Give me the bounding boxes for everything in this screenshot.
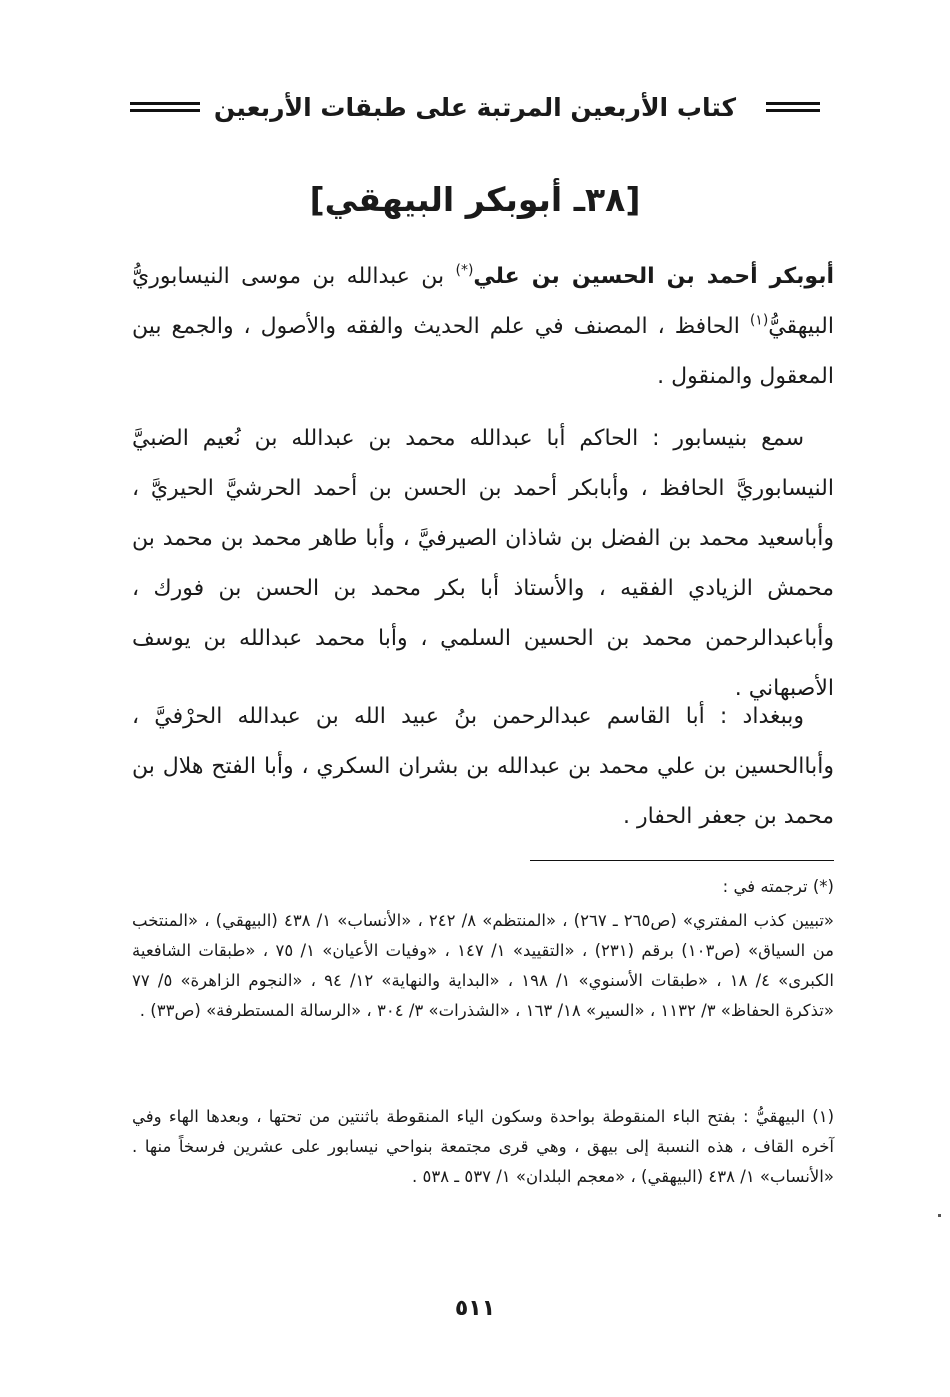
footnote-separator <box>530 860 834 861</box>
subject-name: أبوبكر أحمد بن الحسين بن علي <box>473 264 834 289</box>
star-footnote-ref[interactable]: (*) <box>455 262 474 279</box>
page-number: ٥١١ <box>454 1296 496 1321</box>
running-header <box>130 88 820 128</box>
book-title <box>130 92 820 124</box>
footnote-star-sources: «تبيين كذب المفتري» (ص٢٦٥ ـ ٢٦٧) ، «المنتظم» ٨/ ٢٤٢ ، «الأنساب» ١/ ٤٣٨ (البيهقي) ، «المنتخب من السياق» (ص١٠٣) برقم (٢٣١) ، «التقييد» ١/ ١٤٧ ، «وفيات الأعيان» ١/ ٧٥ ، «طبقات الشافعية الكبرى» ٤/ ١٨ ، «طبقات الأسنوي» ١/ ١٩٨ ، «البداية والنهاية» ١٢/ ٩٤ ، «النجوم الزاهرة» ٥/ ٧٧ «تذكرة الحفاظ» ٣/ ١١٣٢ ، «السير» ١٨/ ١٦٣ ، «الشذرات» ٣/ ٣٠٤ ، «الرسالة المستطرفة» (ص٣٣) . <box>132 911 835 1020</box>
section-title: [٣٨ـ أبوبكر البيهقي] <box>309 180 641 219</box>
scan-dot <box>938 1214 941 1217</box>
footnote-ref-1[interactable]: (١) <box>749 312 769 329</box>
intro-text-b: الحافظ ، المصنف في علم الحديث والفقه والأصول ، والجمع بين المعقول والمنقول . <box>132 314 834 389</box>
paragraph-intro <box>132 252 834 402</box>
footnote-star-heading: (*) ترجمته في : <box>722 877 834 896</box>
paragraph-nishapur: سمع بنيسابور : الحاكم أبا عبدالله محمد بن عبدالله بن نُعيم الضبيَّ النيسابوريَّ الحافظ ، وأبابكر أحمد بن الحسن بن أحمد الحرشيَّ الحيريَّ ، وأباسعيد محمد بن الفضل بن شاذان الصيرفيَّ ، وأبا طاهر محمد بن محمد بن محمش الزيادي الفقيه ، والأستاذ أبا بكر محمد بن الحسن بن فورك ، وأباعبدالرحمن محمد بن الحسين السلمي ، وأبا محمد عبدالله بن يوسف الأصبهاني . <box>132 426 834 701</box>
book-title-text: كتاب الأربعين المرتبة على طبقات الأربعين <box>200 93 750 122</box>
intro-text-a: بن عبدالله بن موسى النيسابوريُّ البيهقيُّ <box>132 264 834 339</box>
paragraph-baghdad: وببغداد : أبا القاسم عبدالرحمن بنُ عبيد الله بن عبدالله الحرْفيَّ ، وأباالحسين بن علي محمد بن عبدالله بن بشران السكري ، وأبا الفتح هلال بن محمد بن جعفر الحفار . <box>132 704 834 829</box>
footnote-1: (١) البيهقيُّ : بفتح الباء المنقوطة بواحدة وسكون الياء المنقوطة باثنتين من تحتها ، وبعدها الهاء وفي آخره القاف ، هذه النسبة إلى بيهق ، وهي قرى مجتمعة بنواحي نيسابور على عشرين فرسخاً منها . «الأنساب» ١/ ٤٣٨ (البيهقي) ، «معجم البلدان» ١/ ٥٣٧ ـ ٥٣٨ . <box>132 1107 834 1186</box>
